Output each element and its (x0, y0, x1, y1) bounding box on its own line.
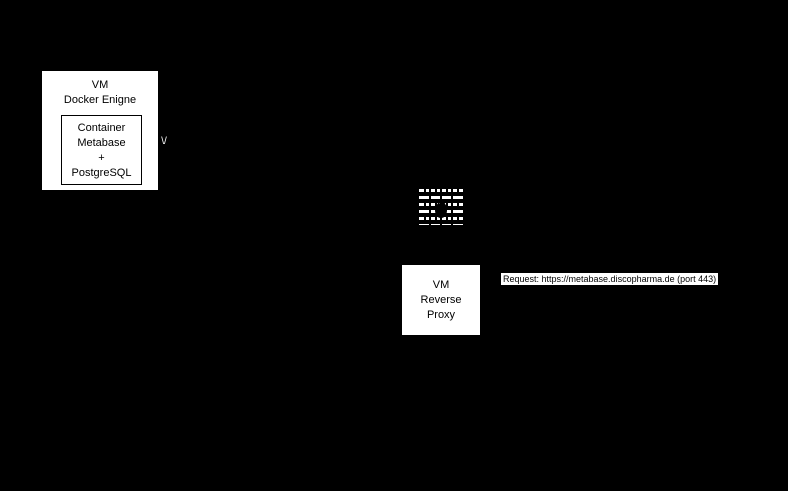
vm-proxy-line3: Proxy (426, 308, 456, 321)
container-label-line4: PostgreSQL (71, 167, 132, 179)
vm-docker-title-line2: Docker Enigne (63, 94, 137, 106)
node-vm-reverse-proxy[interactable] (401, 264, 481, 336)
container-label-line1: Container (77, 122, 126, 134)
request-url-label: Request: https://metabase.discopharma.de (port 443) (500, 272, 719, 286)
vm-proxy-line2: Reverse (420, 293, 462, 306)
container-label-line3: + (98, 152, 105, 164)
vm-docker-title-line1: VM (91, 79, 109, 91)
node-vm-docker-engine[interactable] (41, 70, 159, 191)
connector-arrow-mark: \/ (161, 136, 167, 147)
container-label-line2: Metabase (77, 137, 126, 149)
node-container-metabase-postgresql[interactable] (61, 115, 142, 185)
firewall-icon (419, 185, 463, 229)
vm-proxy-line1: VM (432, 278, 450, 291)
